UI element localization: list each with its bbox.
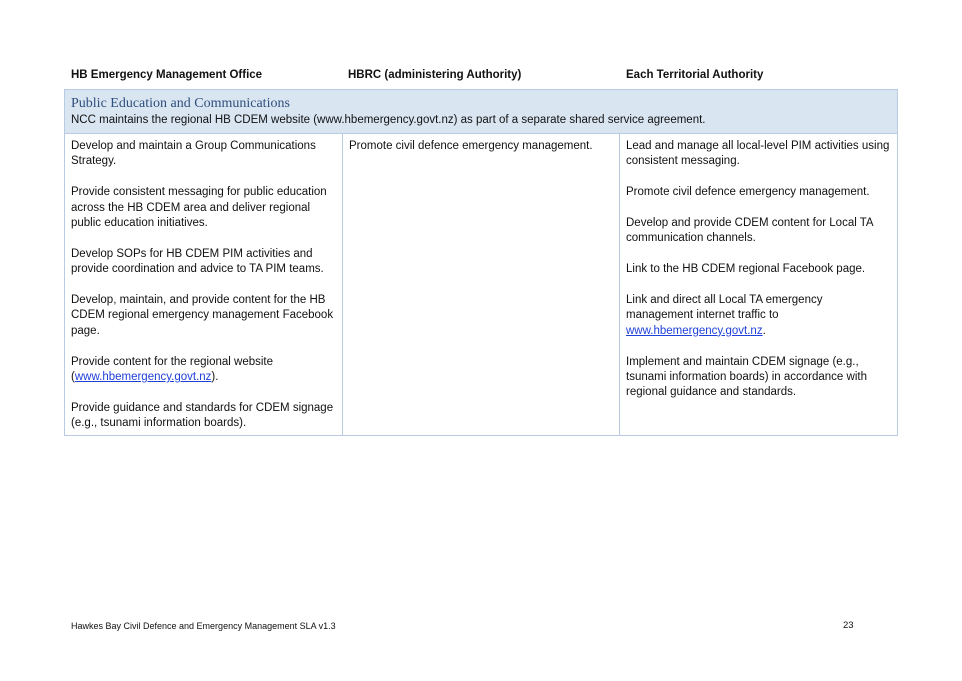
website-link[interactable]: www.hbemergency.govt.nz [626, 324, 763, 337]
page-number: 23 [843, 620, 854, 631]
text-fragment: Link and direct all Local TA emergency management internet traffic to [626, 294, 823, 322]
responsibility-item: Implement and maintain CDEM signage (e.g., tsunami information boards) in accordance with regional guidance and standards. [626, 355, 867, 399]
responsibility-item: Link to the HB CDEM regional Facebook page. [626, 263, 866, 276]
responsibilities-table [64, 89, 898, 436]
responsibility-item [626, 293, 891, 339]
column-header-emergency-management-office: HB Emergency Management Office [71, 69, 263, 81]
column-header-territorial-authority: Each Territorial Authority [626, 69, 764, 81]
section-title: Public Education and Communications [71, 96, 290, 111]
responsibility-item: Promote civil defence emergency management. [349, 140, 593, 152]
cell-territorial-authority [620, 134, 897, 436]
section-band [65, 90, 897, 134]
responsibility-item: Provide guidance and standards for CDEM signage (e.g., tsunami information boards). [71, 401, 334, 430]
footer-document-title: Hawkes Bay Civil Defence and Emergency Management SLA v1.3 [71, 621, 336, 631]
text-fragment: . [762, 324, 766, 337]
website-link[interactable]: www.hbemergency.govt.nz [74, 371, 212, 384]
responsibility-item: Lead and manage all local-level PIM activities using consistent messaging. [626, 140, 890, 168]
responsibility-item: Promote civil defence emergency management. [626, 186, 870, 199]
cell-emergency-management-office [65, 134, 343, 436]
responsibility-item: Develop SOPs for HB CDEM PIM activities and provide coordination and advice to TA PIM teams. [71, 247, 324, 276]
text-fragment: Provide content for the regional website ( [71, 355, 274, 384]
responsibility-item [71, 355, 336, 386]
section-note: NCC maintains the regional HB CDEM website (www.hbemergency.govt.nz) as part of a separate shared service agreement. [71, 114, 706, 126]
responsibility-item: Develop, maintain, and provide content for the HB CDEM regional emergency management Facebook page. [71, 294, 334, 337]
cell-hbrc [343, 134, 620, 436]
text-fragment: ). [211, 371, 219, 384]
column-header-hbrc: HBRC (administering Authority) [348, 69, 522, 81]
responsibility-item: Develop and provide CDEM content for Local TA communication channels. [626, 217, 873, 245]
responsibility-item: Develop and maintain a Group Communications Strategy. [71, 140, 316, 168]
responsibility-item: Provide consistent messaging for public education across the HB CDEM area and deliver regional public education initiatives. [71, 186, 327, 230]
